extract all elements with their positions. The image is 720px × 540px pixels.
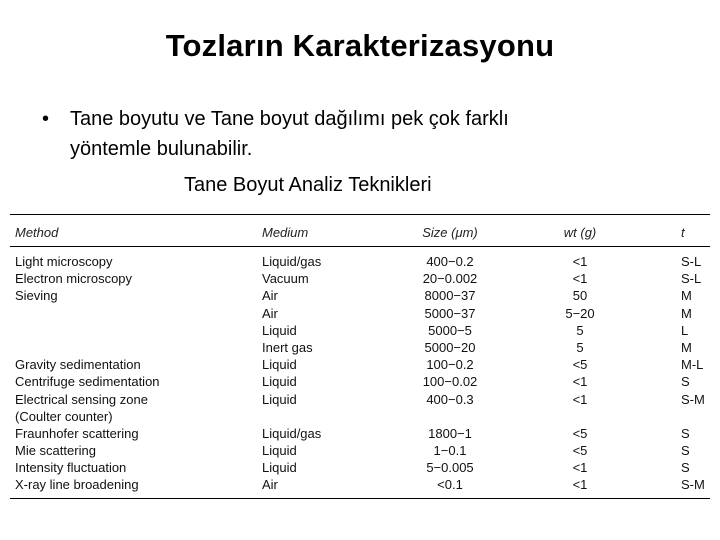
cell-wt: <1 [572, 374, 588, 390]
header-size: Size (μm) [422, 225, 478, 240]
table-row [10, 340, 710, 357]
cell-t: S-M [681, 477, 705, 493]
cell-size: 400−0.2 [426, 254, 474, 269]
cell-size: <0.1 [437, 477, 463, 493]
cell-medium: Air [262, 305, 278, 321]
table-row [10, 460, 710, 477]
cell-size: 400−0.3 [426, 391, 474, 407]
table-row [10, 409, 710, 426]
cell-size: 5−0.005 [426, 460, 474, 476]
table-row [10, 357, 710, 374]
cell-method: Sieving [15, 288, 58, 304]
table-row [10, 323, 710, 340]
cell-size: 100−0.2 [426, 357, 474, 373]
cell-wt: 50 [572, 288, 588, 304]
cell-wt: 5−20 [565, 305, 595, 321]
table-row [10, 288, 710, 305]
table-row [10, 271, 710, 288]
table-bottom-rule [10, 498, 710, 499]
cell-size: 5000−20 [424, 339, 476, 355]
cell-size: 8000−37 [424, 288, 476, 304]
cell-size: 1−0.1 [433, 443, 467, 459]
cell-method: Electrical sensing zone [15, 391, 148, 407]
cell-wt: <5 [572, 425, 588, 441]
table-row [10, 477, 710, 494]
bullet-text-line-2: yöntemle bulunabilir. [70, 138, 253, 160]
cell-wt: 5 [576, 339, 584, 355]
table-row [10, 374, 710, 391]
cell-t: L [681, 322, 689, 338]
table-subtitle: Tane Boyut Analiz Teknikleri [184, 174, 432, 196]
table-row [10, 426, 710, 443]
cell-medium: Liquid [262, 460, 297, 476]
header-medium: Medium [262, 225, 309, 240]
table-row [10, 254, 710, 271]
table-row [10, 443, 710, 460]
cell-method: Intensity fluctuation [15, 460, 127, 476]
cell-medium: Liquid/gas [262, 254, 322, 269]
cell-t: M [681, 305, 692, 321]
cell-wt: <1 [572, 477, 588, 493]
bullet-text-line-1: Tane boyutu ve Tane boyut dağılımı pek çok farklı [70, 108, 509, 130]
table-row [10, 392, 710, 409]
cell-medium: Liquid [262, 357, 297, 373]
cell-wt: <5 [572, 443, 588, 459]
cell-medium: Air [262, 288, 278, 304]
bullet-text [42, 104, 682, 164]
cell-method: Electron microscopy [15, 271, 133, 287]
cell-method: Light microscopy [15, 254, 113, 269]
cell-method: Mie scattering [15, 443, 96, 459]
header-wt: wt (g) [563, 225, 597, 240]
cell-medium: Liquid/gas [262, 425, 322, 441]
header-method: Method [15, 225, 59, 240]
cell-t: S-M [681, 391, 705, 407]
bullet-dot: • [42, 108, 50, 130]
table-header-rule [10, 246, 710, 247]
cell-t: S [681, 374, 690, 390]
cell-medium: Liquid [262, 322, 297, 338]
cell-wt: <1 [572, 460, 588, 476]
cell-medium: Vacuum [262, 271, 309, 287]
cell-t: M [681, 339, 692, 355]
cell-t: S-L [681, 254, 702, 269]
slide-title: Tozların Karakterizasyonu [165, 28, 555, 63]
cell-t: S-L [681, 271, 702, 287]
cell-size: 20−0.002 [422, 271, 478, 287]
table-body [10, 254, 710, 495]
cell-wt: <1 [572, 271, 588, 287]
cell-wt: 5 [576, 322, 584, 338]
cell-size: 100−0.02 [422, 374, 478, 390]
cell-t: S [681, 460, 690, 476]
cell-medium: Air [262, 477, 278, 493]
cell-method: (Coulter counter) [15, 408, 113, 424]
cell-medium: Liquid [262, 443, 297, 459]
cell-medium: Inert gas [262, 339, 313, 355]
cell-wt: <1 [572, 254, 588, 269]
cell-t: M [681, 288, 692, 304]
cell-size: 5000−37 [424, 305, 476, 321]
table-top-rule [10, 214, 710, 215]
cell-wt: <1 [572, 391, 588, 407]
cell-t: S [681, 443, 690, 459]
cell-size: 1800−1 [428, 425, 472, 441]
cell-wt: <5 [572, 357, 588, 373]
cell-medium: Liquid [262, 374, 297, 390]
table-row [10, 306, 710, 323]
cell-medium: Liquid [262, 391, 297, 407]
header-t: t [681, 225, 685, 240]
cell-method: Fraunhofer scattering [15, 425, 139, 441]
cell-method: Centrifuge sedimentation [15, 374, 160, 390]
cell-t: S [681, 425, 690, 441]
cell-size: 5000−5 [428, 322, 472, 338]
bullet-point [42, 104, 682, 164]
cell-t: M-L [681, 357, 704, 373]
cell-method: Gravity sedimentation [15, 357, 141, 373]
cell-method: X-ray line broadening [15, 477, 139, 493]
